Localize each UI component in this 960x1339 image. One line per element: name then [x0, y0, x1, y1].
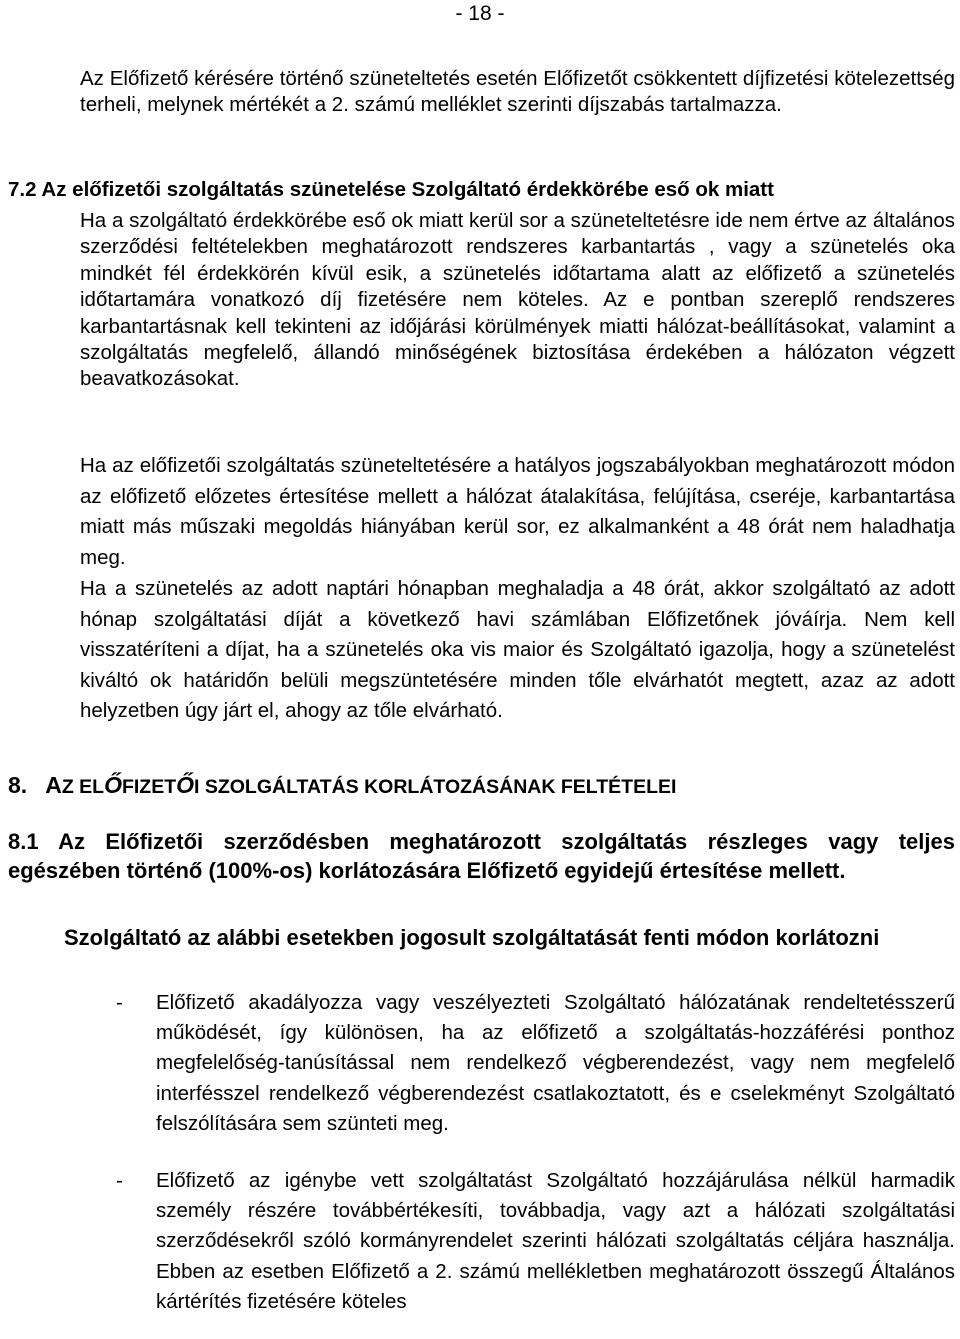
list-item-2: [116, 1166, 955, 1317]
section-8-title-accent-2: Ő: [176, 772, 195, 798]
list-item-1: [116, 988, 955, 1139]
section-8-heading: [8, 772, 960, 799]
section-8-title-part-3: I SZOLGÁLTATÁS KORLÁTOZÁSÁNAK FELTÉTELEI: [194, 776, 677, 798]
section-8-title-part-1: Z EL: [61, 776, 105, 798]
list-dash: -: [116, 991, 123, 1014]
list-item-content: [116, 988, 955, 1139]
section-7-2-paragraph-2: Ha az előfizetői szolgáltatás szüneteltetésére a hatályos jogszabályokban meghatározott módon az előfizető előzetes értesítése mellett a hálózat átalakítása, felújítása, cseréje, karbantartása miatt más műszaki megoldás hiányában kerül sor, ez alkalmanként a 48 órát nem haladhatja meg.: [80, 454, 955, 569]
page-number: - 18 -: [455, 2, 505, 25]
section-8-1-subheading: Szolgáltató az alábbi esetekben jogosult szolgáltatását fenti módon korlátozni: [64, 925, 880, 950]
list-item-content: [116, 1166, 955, 1317]
section-8-number: 8.: [8, 772, 28, 798]
list-item-text: Előfizető az igénybe vett szolgáltatást Szolgáltató hozzájárulása nélkül harmadik személy részére továbbértékesíti, továbbadja, vagy azt a hálózati szolgáltatási szerződésekről szóló kormányrendelet szerinti hálózati szolgáltatás céljára használja. Ebben az esetben Előfizető a 2. számú mellékletben meghatározott összegű Általános kártérítés fizetésére köteles: [156, 1169, 955, 1313]
list-dash: -: [116, 1169, 123, 1192]
list-item-text: Előfizető akadályozza vagy veszélyezteti Szolgáltató hálózatának rendeltetésszerű működését, így különösen, ha az előfizető a szolgáltatás-hozzáférési ponthoz megfelelőség-tanúsítással nem rendelkező végberendezést, vagy nem megfelelő interfésszel rendelkező végberendezést csatlakoztatott, és e cselekményt Szolgáltató felszólítására sem szünteti meg.: [156, 991, 955, 1135]
section-7-2-heading: 7.2 Az előfizetői szolgáltatás szünetelése Szolgáltató érdekkörébe eső ok miatt: [8, 178, 774, 201]
section-8-title-first-letter: A: [45, 772, 62, 798]
section-7-2-paragraph-1: Ha a szolgáltató érdekkörébe eső ok miatt kerül sor a szüneteltetésre ide nem értve az általános szerződési feltételekben meghatározott rendszeres karbantartás , vagy a szünetelés oka mindkét fél érdekkörén kívül esik, a szünetelés időtartama alatt az előfizető a szünetelés időtartamára vonatkozó díj fizetésére nem köteles. Az e pontban szereplő rendszeres karbantartásnak kell tekinteni az időjárási körülmények miatti hálózat-beállításokat, valamint a szolgáltatás megfelelő, állandó minőségének biztosítása érdekében a hálózaton végzett beavatkozásokat.: [80, 209, 955, 391]
section-7-2-paragraph-3: Ha a szünetelés az adott naptári hónapban meghaladja a 48 órát, akkor szolgáltató az adott hónap szolgáltatási díját a következő havi számlában Előfizetőnek jóváírja. Nem kell visszatéríteni a díjat, ha a szünetelés oka vis maior és Szolgáltató igazolja, hogy a szünetelést kiváltó ok határidőn belüli megszüntetésére minden tőle elvárhatót megtett, azaz az adott helyzetben úgy járt el, ahogy az tőle elvárható.: [80, 577, 955, 722]
section-8-title-accent-1: Ő: [104, 772, 122, 798]
section-8-1-heading: 8.1 Az Előfizetői szerződésben meghatározott szolgáltatás részleges vagy teljes egészében történő (100%-os) korlátozására Előfizető egyidejű értesítése mellett.: [8, 829, 955, 883]
section-8-title-part-2: FIZET: [121, 776, 177, 798]
intro-paragraph: Az Előfizető kérésére történő szüneteltetés esetén Előfizetőt csökkentett díjfizetési kötelezettség terheli, melynek mértékét a 2. számú melléklet szerinti díjszabás tartalmazza.: [80, 67, 955, 117]
